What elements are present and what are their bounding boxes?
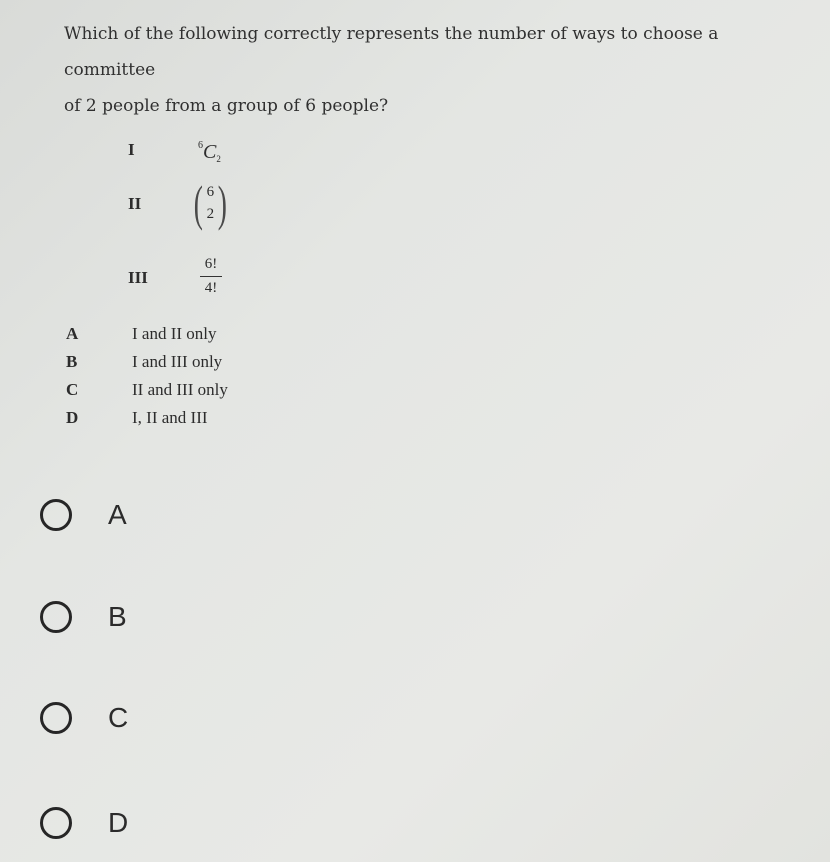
radio-button-c[interactable]	[40, 702, 72, 734]
choice-letter: A	[66, 324, 79, 343]
fraction-bar	[200, 276, 222, 277]
radio-button-a[interactable]	[40, 499, 72, 531]
radio-button-b[interactable]	[40, 601, 72, 633]
choice-letter: B	[66, 352, 78, 371]
choice-letter: D	[66, 408, 79, 427]
fraction-denominator: 4!	[204, 280, 218, 296]
left-paren: (	[193, 175, 203, 231]
radio-option-d[interactable]	[40, 801, 128, 845]
choice-text: I and III only	[132, 352, 223, 371]
question-line-2: of 2 people from a group of 6 people?	[64, 96, 389, 116]
statement-numeral: I	[128, 140, 135, 159]
binomial-coefficient	[190, 175, 231, 231]
question-text	[64, 16, 804, 124]
choice-text: II and III only	[132, 380, 228, 399]
radio-option-b[interactable]	[40, 595, 127, 639]
right-paren: )	[217, 175, 228, 231]
radio-button-d[interactable]	[40, 807, 72, 839]
question-line-1: Which of the following correctly represents the number of ways to choose a committee	[64, 24, 719, 80]
fraction-numerator: 6!	[204, 256, 218, 272]
radio-option-a[interactable]	[40, 493, 127, 537]
binom-top: 6	[206, 184, 215, 200]
combination-notation	[198, 140, 221, 164]
ncr-r: 2	[216, 154, 221, 164]
ncr-n: 6	[198, 140, 203, 151]
radio-option-c[interactable]	[40, 696, 128, 740]
binom-bottom: 2	[206, 206, 215, 222]
choice-letter: C	[66, 380, 79, 399]
statement-numeral: III	[128, 268, 148, 287]
choice-text: I and II only	[132, 324, 217, 343]
radio-label-d[interactable]: D	[108, 807, 129, 838]
factorial-fraction	[200, 256, 222, 297]
ncr-c: C	[203, 141, 217, 163]
radio-label-b[interactable]: B	[108, 601, 127, 632]
statement-numeral: II	[128, 194, 142, 213]
radio-label-a[interactable]: A	[108, 499, 127, 530]
radio-label-c[interactable]: C	[108, 702, 129, 733]
choice-text: I, II and III	[132, 408, 208, 427]
